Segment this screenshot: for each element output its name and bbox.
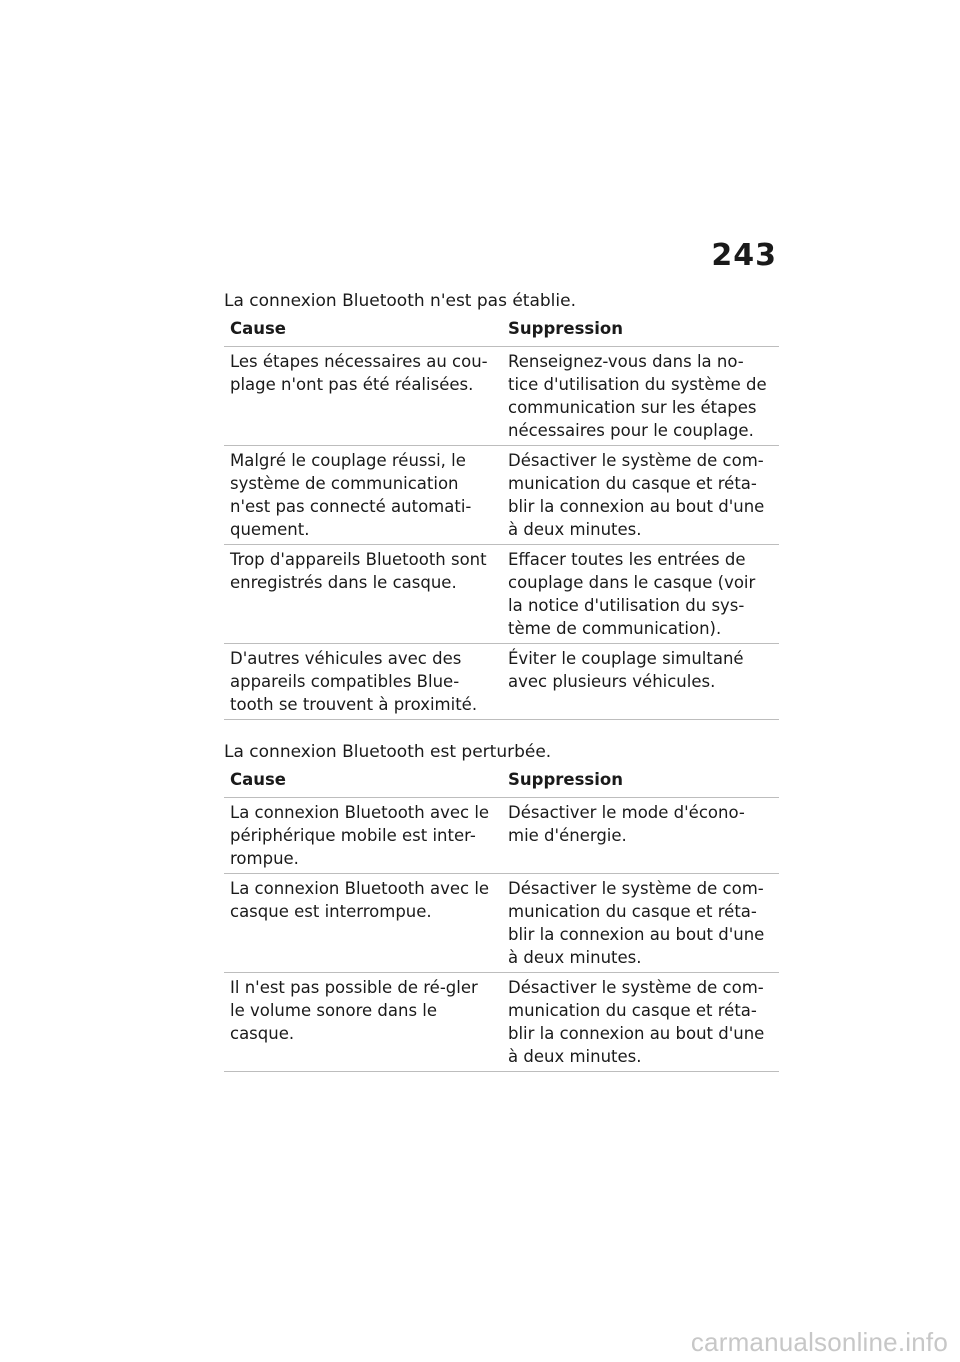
header-suppression: Suppression <box>502 317 779 347</box>
table-row <box>224 874 779 973</box>
section-title: La connexion Bluetooth est perturbée. <box>224 742 552 762</box>
watermark: carmanualsonline.info <box>690 1327 948 1357</box>
table-row <box>224 347 779 446</box>
cause-cell: La connexion Bluetooth avec le casque est interrompue. <box>224 874 502 973</box>
header-suppression: Suppression <box>502 768 779 798</box>
table-header-row <box>224 317 779 347</box>
cause-cell: La connexion Bluetooth avec le périphérique mobile est inter-rompue. <box>224 798 502 874</box>
troubleshooting-table <box>224 317 779 720</box>
suppression-cell: Éviter le couplage simultané avec plusieurs véhicules. <box>502 644 779 720</box>
table-row <box>224 446 779 545</box>
page-number: 243 <box>711 238 777 273</box>
cause-cell: D'autres véhicules avec des appareils compatibles Blue-tooth se trouvent à proximité. <box>224 644 502 720</box>
suppression-cell: Désactiver le mode d'écono-mie d'énergie. <box>502 798 779 874</box>
section-disturbed <box>224 741 779 1072</box>
table-row <box>224 545 779 644</box>
header-cause: Cause <box>224 768 502 798</box>
cause-cell: Il n'est pas possible de ré-gler le volume sonore dans le casque. <box>224 973 502 1072</box>
header-cause: Cause <box>224 317 502 347</box>
cause-cell: Malgré le couplage réussi, le système de communication n'est pas connecté automati-quement. <box>224 446 502 545</box>
table-row <box>224 798 779 874</box>
page-content <box>224 290 779 1072</box>
suppression-cell: Désactiver le système de com-munication du casque et réta-blir la connexion au bout d'une à deux minutes. <box>502 973 779 1072</box>
table-row <box>224 973 779 1072</box>
section-title: La connexion Bluetooth n'est pas établie. <box>224 291 576 311</box>
section-not-established <box>224 290 779 720</box>
cause-cell: Les étapes nécessaires au cou-plage n'ont pas été réalisées. <box>224 347 502 446</box>
suppression-cell: Désactiver le système de com-munication du casque et réta-blir la connexion au bout d'une à deux minutes. <box>502 874 779 973</box>
suppression-cell: Désactiver le système de com-munication du casque et réta-blir la connexion au bout d'une à deux minutes. <box>502 446 779 545</box>
table-header-row <box>224 768 779 798</box>
troubleshooting-table <box>224 768 779 1072</box>
table-row <box>224 644 779 720</box>
suppression-cell: Effacer toutes les entrées de couplage dans le casque (voir la notice d'utilisation du sys-tème de communication). <box>502 545 779 644</box>
suppression-cell: Renseignez-vous dans la no-tice d'utilisation du système de communication sur les étapes nécessaires pour le couplage. <box>502 347 779 446</box>
cause-cell: Trop d'appareils Bluetooth sont enregistrés dans le casque. <box>224 545 502 644</box>
